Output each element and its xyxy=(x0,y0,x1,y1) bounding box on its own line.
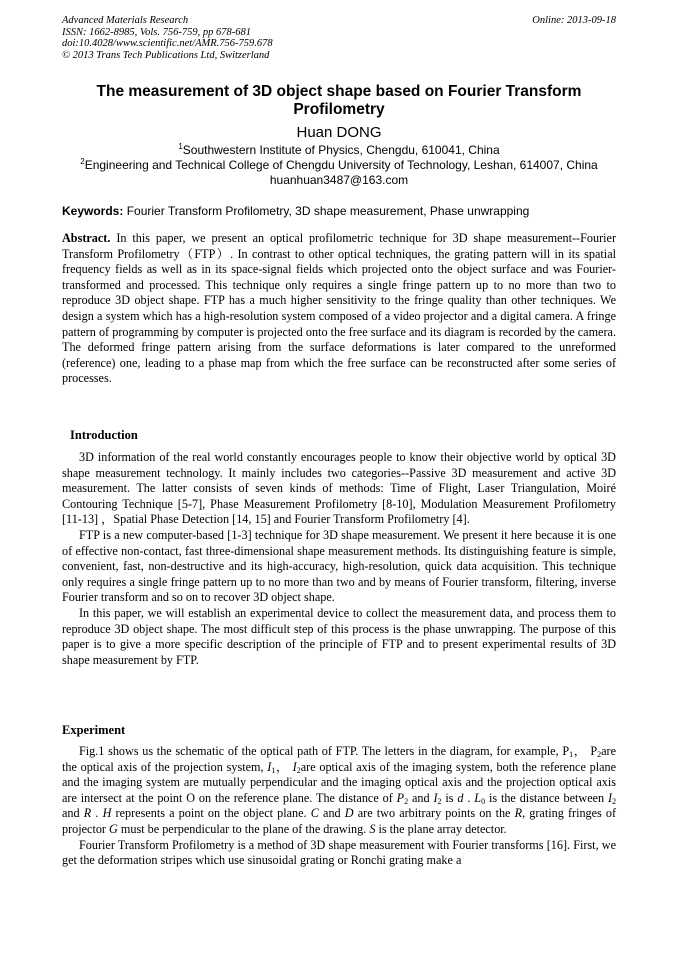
journal-header xyxy=(62,15,616,61)
section-heading-experiment: Experiment xyxy=(62,723,126,737)
affiliation-1: $^1$Southwestern Institute of Physics, Chengdu, 610041, China xyxy=(178,142,500,157)
author-email: huanhuan3487@163.com xyxy=(269,173,409,187)
section-heading-introduction: Introduction xyxy=(70,428,138,442)
intro-paragraph-1: 3D information of the real world constantly encourages people to know their objective world by optical 3D shape measurement technology. It mainly includes two categories--Passive 3D measurement and active 3D measurement. The latter consists of seven kinds of methods: Time of Flight, Laser Triangulation, Moiré Contouring Technique [5-7], Phase Measurement Profilometry [8-10], Modulation Measurement Profilometry [11-13] ，Spatial Phase Detection [14, 15] and Fourier Transform Profilometry [4]. xyxy=(62,450,616,527)
issn-line: ISSN: 1662-8985, Vols. 756-759, pp 678-681 xyxy=(62,26,251,38)
introduction-body xyxy=(62,450,616,668)
affiliation-2: $^2$Engineering and Technical College of Chengdu University of Technology, Leshan, 614007, China xyxy=(80,157,598,172)
doi-line: doi:10.4028/www.scientific.net/AMR.756-759.678 xyxy=(62,38,273,49)
abstract xyxy=(62,231,616,387)
keywords-text: Fourier Transform Profilometry, 3D shape measurement, Phase unwrapping xyxy=(126,204,530,218)
experiment-body xyxy=(62,744,616,869)
keywords xyxy=(62,204,616,219)
intro-paragraph-2: FTP is a new computer-based [1-3] technique for 3D shape measurement. We present it here because it is one of effective non-contact, fast three-dimensional shape measurement methods. Its distinguishing feature is simple, convenient, fast, non-destructive and its high-accuracy, high-resolution, quick data acquisition. This technique only requires a single fringe pattern up to no more than two and by means of Fourier transform, filtering, inverse Fourier transform and so on to recover 3D object shape. xyxy=(62,527,616,605)
online-date: Online: 2013-09-18 xyxy=(532,15,616,26)
experiment-paragraph-1: Fig.1 shows us the schematic of the optical path of FTP. The letters in the diagram, for example, $P_1$， $P_2are$ the optical axis of the projection system, $I_1$， $I_2are$ optical axis of the imaging system, both the reference plane and the imaging system are mutually perpendicular and the imaging optical axis and the projection optical axis are intersect at the point O on the reference plane. The distance of $P_2$ and $I_2$ is d . $L_0$ is the distance between $I_2$ and R . H represents a point on the object plane. C and D are two arbitrary points on the R, grating fringes of projector G must be perpendicular to the plane of the drawing. S is the plane array detector. xyxy=(62,744,617,836)
copyright-line: © 2013 Trans Tech Publications Ltd, Switzerland xyxy=(62,49,270,61)
paper-title: The measurement of 3D object shape based on Fourier Transform Profilometry xyxy=(96,83,582,118)
journal-name: Advanced Materials Research xyxy=(62,15,189,26)
author-name: Huan DONG xyxy=(296,124,382,141)
intro-paragraph-3: In this paper, we will establish an experimental device to collect the measurement data, and process them to reproduce 3D object shape. The most difficult step of this process is the phase unwrapping. The purpose of this paper is to give a more specific description of the principle of FTP and to present experimental results of 3D shape measurement by FTP. xyxy=(62,605,616,667)
keywords-label: Keywords: xyxy=(62,204,124,218)
abstract-label: Abstract. xyxy=(62,231,111,245)
affiliations xyxy=(56,143,622,188)
experiment-paragraph-2: Fourier Transform Profilometry is a method of 3D shape measurement with Fourier transforms [16]. First, we get the deformation stripes which use sinusoidal grating or Ronchi grating make a xyxy=(62,837,616,868)
abstract-text: In this paper, we present an optical profilometric technique for 3D shape measurement--Fourier Transform Profilometry（FTP）. In contrast to other optical techniques, the grating pattern will in its spatial frequency fields as well as in its space-signal fields which projected onto the object surface and was Fourier-transformed and processed. This technique only requires a single fringe pattern up to no more than two to reproduce 3D object shape. FTP has a much higher sensitivity to the fringe quality than other techniques. We design a system which has a high-resolution system composed of a video projector and a digital camera. A fringe pattern of programming by computer is projected onto the free surface and its diagram is recorded by the camera. The deformed fringe pattern arising from the surface deformations is later compared to the unreformed (reference) one, leading to a phase map from which the free surface can be reconstructed after some series of processes. xyxy=(62,231,616,386)
